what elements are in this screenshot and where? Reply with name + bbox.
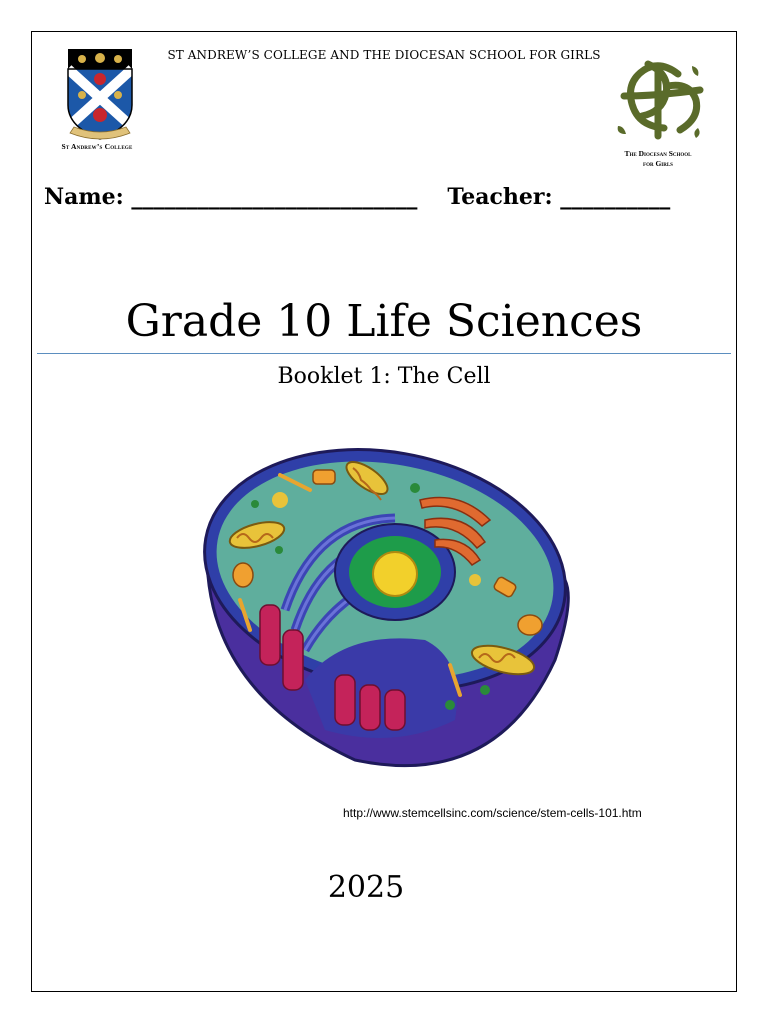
st-andrews-crest-icon <box>60 47 140 147</box>
page-title: Grade 10 Life Sciences <box>125 296 643 347</box>
teacher-field: Teacher: __________ <box>447 184 671 210</box>
diocesan-caption <box>600 149 716 169</box>
page-subtitle: Booklet 1: The Cell <box>277 364 491 389</box>
st-andrews-caption: St Andrew’s College <box>61 142 133 151</box>
year: 2025 <box>327 870 405 905</box>
diocesan-caption-line1: The Diocesan School <box>624 149 692 158</box>
school-header: ST ANDREW’S COLLEGE AND THE DIOCESAN SCHOOL FOR GIRLS <box>167 48 601 62</box>
animal-cell-illustration-icon <box>195 430 575 780</box>
title-divider <box>37 353 731 354</box>
name-field: Name: __________________________ <box>44 184 418 210</box>
student-fields <box>44 184 670 210</box>
diocesan-monogram-icon <box>608 56 712 146</box>
diocesan-caption-line2: for Girls <box>643 159 673 168</box>
image-credit-link[interactable]: http://www.stemcellsinc.com/science/stem-cells-101.htm <box>343 806 642 820</box>
